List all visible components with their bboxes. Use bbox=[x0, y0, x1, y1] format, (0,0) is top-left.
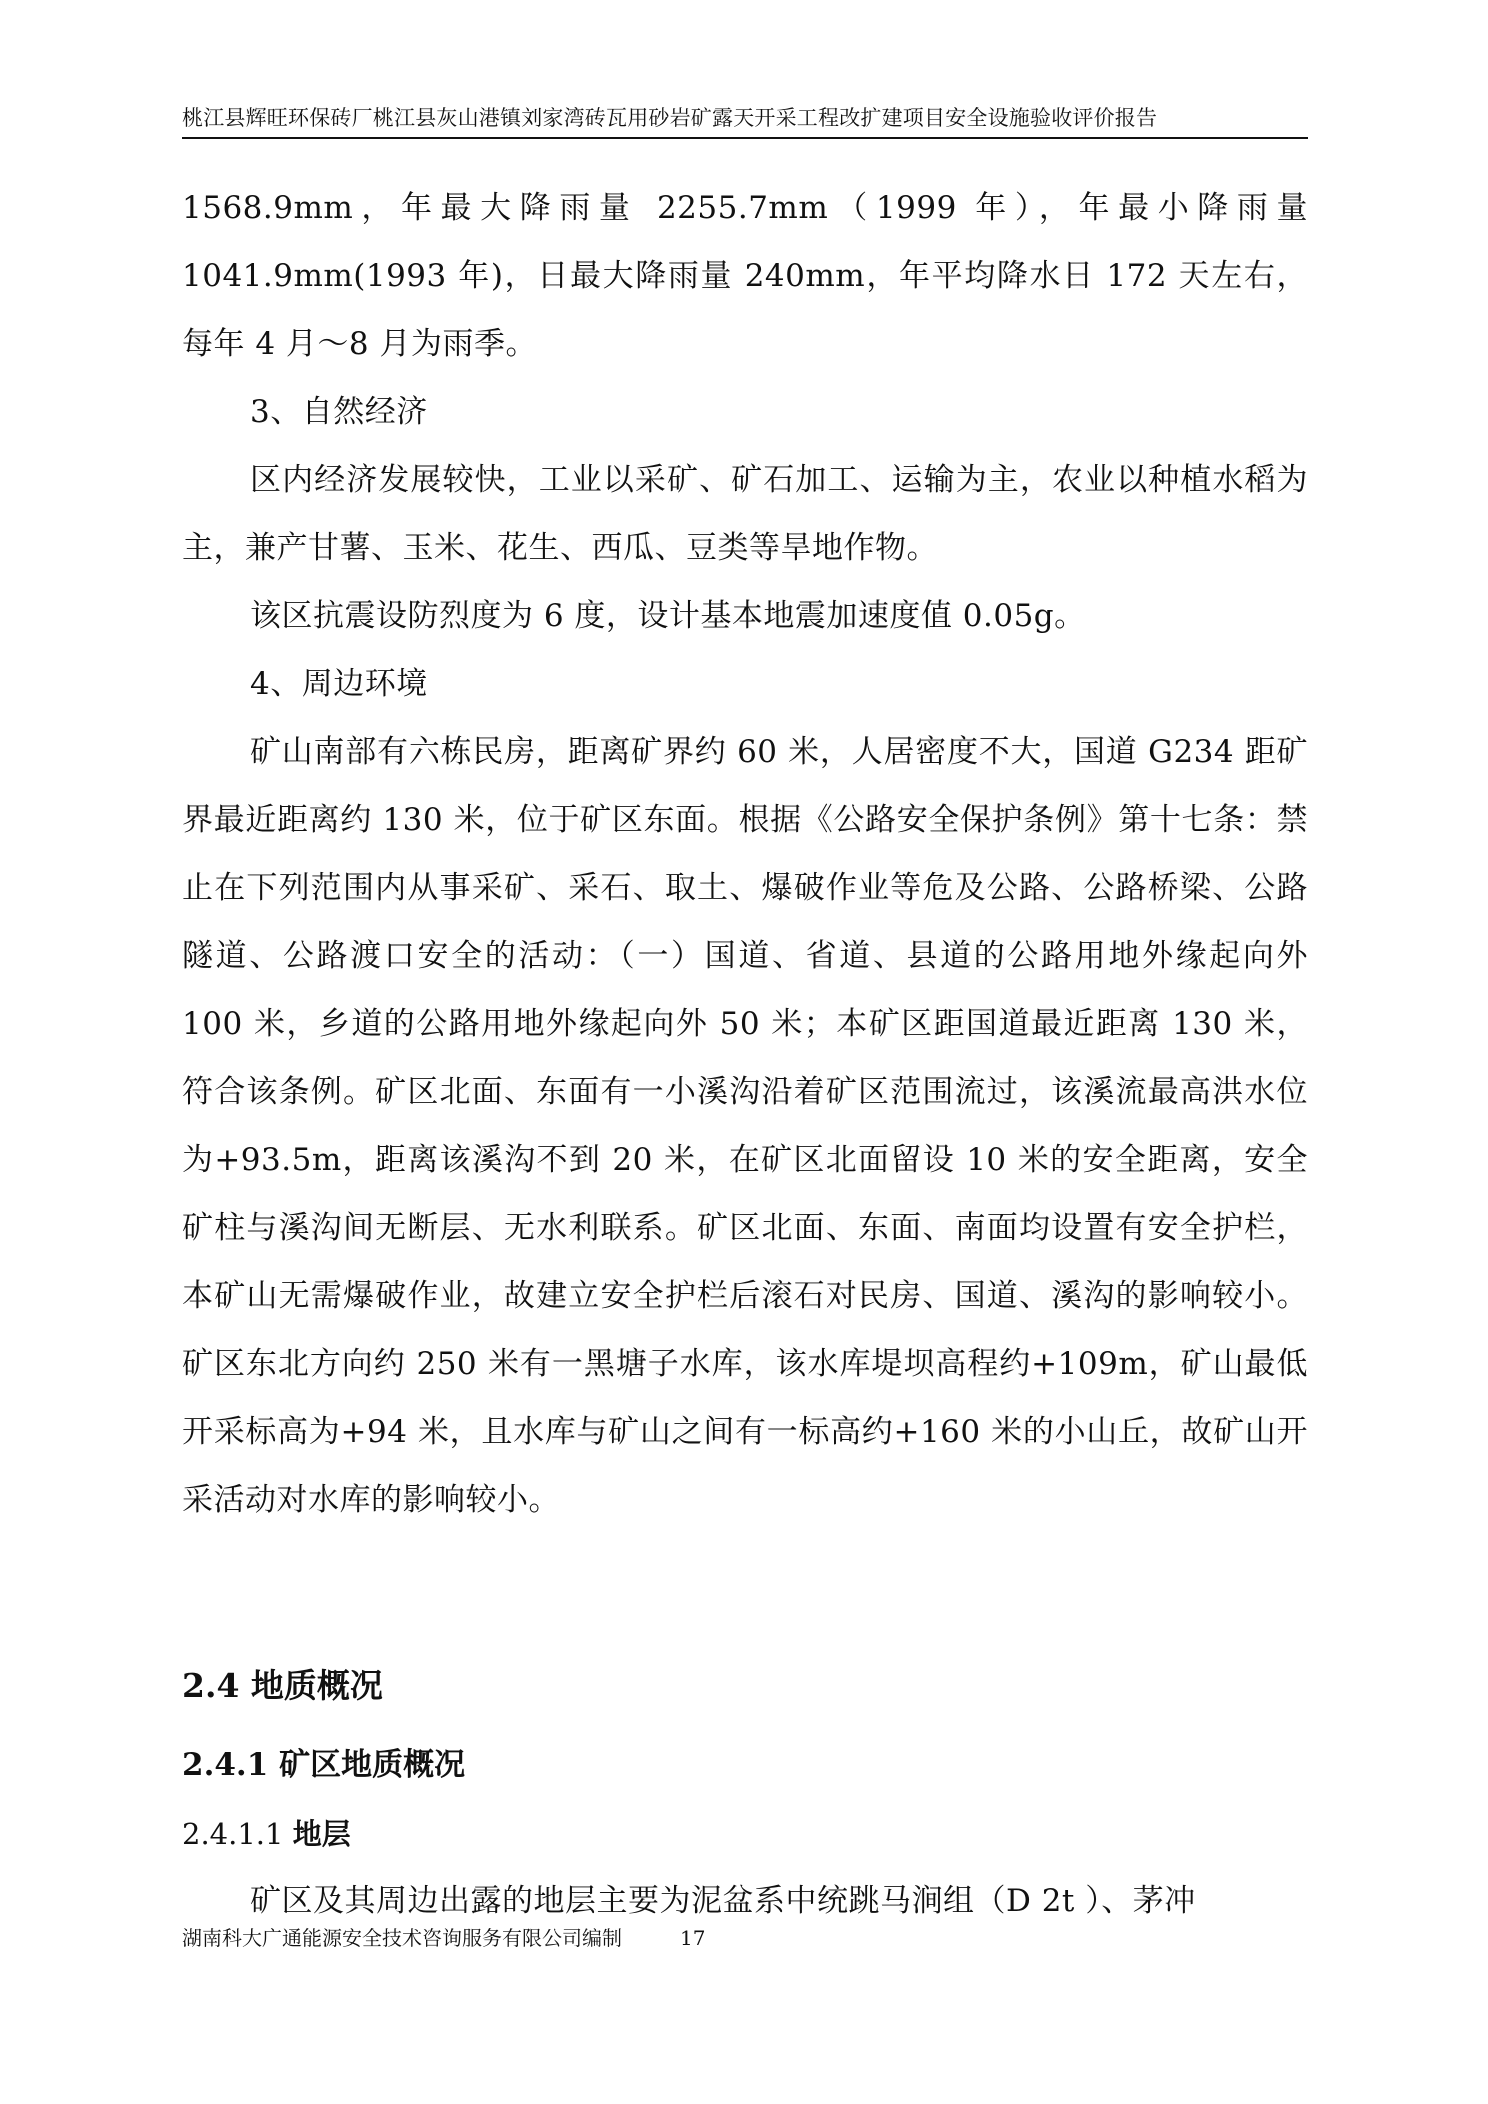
header-divider bbox=[182, 137, 1308, 139]
running-header: 桃江县辉旺环保砖厂桃江县灰山港镇刘家湾砖瓦用砂岩矿露天开采工程改扩建项目安全设施验收评价报告 bbox=[182, 106, 1158, 130]
page-footer bbox=[182, 1924, 705, 1952]
seismic-paragraph: 该区抗震设防烈度为 6 度，设计基本地震加速度值 0.05g。 bbox=[250, 598, 1086, 634]
heading-natural-economy: 3、自然经济 bbox=[250, 394, 428, 430]
section-heading-geology: 2.4 地质概况 bbox=[182, 1666, 383, 1705]
subsubsection-heading-strata bbox=[182, 1814, 351, 1854]
rainfall-paragraph: 1568.9mm，年最大降雨量 2255.7mm（1999 年），年最小降雨量 1041.9mm(1993 年)，日最大降雨量 240mm，年平均降水日 172 天左右，每年 4 月～8 月为雨季。 bbox=[182, 190, 1308, 362]
subsection-heading-mine-geology: 2.4.1 矿区地质概况 bbox=[182, 1747, 466, 1783]
strata-heading-number: 2.4.1.1 bbox=[182, 1817, 293, 1851]
page-number: 17 bbox=[680, 1926, 706, 1950]
surroundings-paragraph: 矿山南部有六栋民房，距离矿界约 60 米，人居密度不大，国道 G234 距矿界最近距离约 130 米，位于矿区东面。根据《公路安全保护条例》第十七条：禁止在下列范围内从事采矿、采石、取土、爆破作业等危及公路、公路桥梁、公路隧道、公路渡口安全的活动：（一）国道、省道、县道的公路用地外缘起向外 100 米，乡道的公路用地外缘起向外 50 米；本矿区距国道最近距离 130 米，符合该条例。矿区北面、东面有一小溪沟沿着矿区范围流过，该溪流最高洪水位为+93.5m，距离该溪沟不到 20 米，在矿区北面留设 10 米的安全距离，安全矿柱与溪沟间无断层、无水利联系。矿区北面、东面、南面均设置有安全护栏，本矿山无需爆破作业，故建立安全护栏后滚石对民房、国道、溪沟的影响较小。矿区东北方向约 250 米有一黑塘子水库，该水库堤坝高程约+109m，矿山最低开采标高为+94 米，且水库与矿山之间有一标高约+160 米的小山丘，故矿山开采活动对水库的影响较小。 bbox=[182, 734, 1308, 1518]
footer-company: 湖南科大广通能源安全技术咨询服务有限公司编制 bbox=[182, 1926, 622, 1950]
strata-paragraph: 矿区及其周边出露的地层主要为泥盆系中统跳马涧组（D 2t ）、茅冲 bbox=[250, 1883, 1196, 1919]
strata-heading-title: 地层 bbox=[292, 1817, 351, 1851]
economy-paragraph: 区内经济发展较快，工业以采矿、矿石加工、运输为主，农业以种植水稻为主，兼产甘薯、玉米、花生、西瓜、豆类等旱地作物。 bbox=[182, 462, 1308, 566]
heading-surroundings: 4、周边环境 bbox=[250, 666, 428, 702]
body-text bbox=[182, 174, 1308, 1534]
